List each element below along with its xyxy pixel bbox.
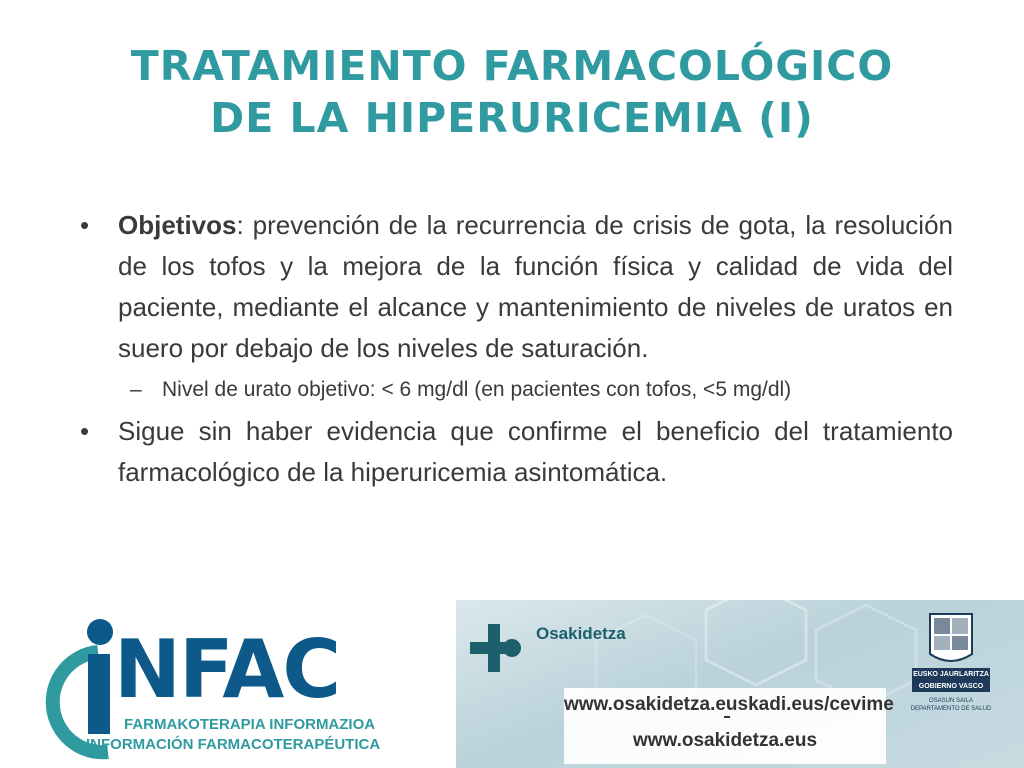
osakidetza-banner — [456, 600, 1024, 768]
gobierno-line-1: EUSKO JAURLARITZA — [913, 671, 989, 678]
bullet-marker: • — [80, 210, 90, 240]
infac-subtitle-spanish: INFORMACIÓN FARMACOTERAPÉUTICA — [86, 736, 381, 753]
cevime-link[interactable]: www.osakidetza.euskadi.eus/cevime — [564, 694, 894, 715]
gobierno-line-4: DEPARTAMENTO DE SALUD — [910, 706, 992, 712]
osakidetza-link[interactable]: www.osakidetza.eus — [632, 730, 818, 751]
url-box — [564, 688, 894, 764]
bullet-text: : prevención de la recurrencia de crisis de gota, la resolución de los tofos y la mejora de la función física y calidad de vida del paciente, mediante el alcance y mantenimiento de niveles de uratos en suero por debajo de los niveles de saturación. — [118, 210, 953, 363]
bullet-objetivos — [80, 205, 953, 369]
gobierno-line-2: GOBIERNO VASCO — [918, 683, 984, 690]
infac-subtitle-basque: FARMAKOTERAPIA INFORMAZIOA — [124, 716, 376, 733]
title-line-1: TRATAMIENTO FARMACOLÓGICO — [130, 42, 894, 90]
slide-body — [80, 205, 953, 493]
sub-bullet-marker: – — [130, 378, 142, 401]
url-separator — [724, 716, 730, 718]
sub-bullet-urato — [80, 373, 953, 407]
slide-title — [40, 40, 984, 144]
sub-bullet-text: Nivel de urato objetivo: < 6 mg/dl (en pacientes con tofos, <5 mg/dl) — [162, 378, 792, 401]
infac-logo — [0, 600, 456, 768]
bullet-text: Sigue sin haber evidencia que confirme el beneficio del tratamiento farmacológico de la hiperuricemia asintomática. — [118, 416, 953, 487]
osakidetza-cross-icon — [470, 620, 530, 680]
osakidetza-wordmark: Osakidetza — [536, 624, 626, 643]
bullet-marker: • — [80, 416, 90, 446]
gobierno-line-3: OSASUN SAILA — [928, 698, 973, 704]
bullet-keyword: Objetivos — [118, 210, 237, 240]
bullet-evidencia — [80, 411, 953, 493]
infac-wordmark: NFAC — [114, 623, 340, 716]
title-line-2: DE LA HIPERURICEMIA (I) — [210, 94, 814, 142]
